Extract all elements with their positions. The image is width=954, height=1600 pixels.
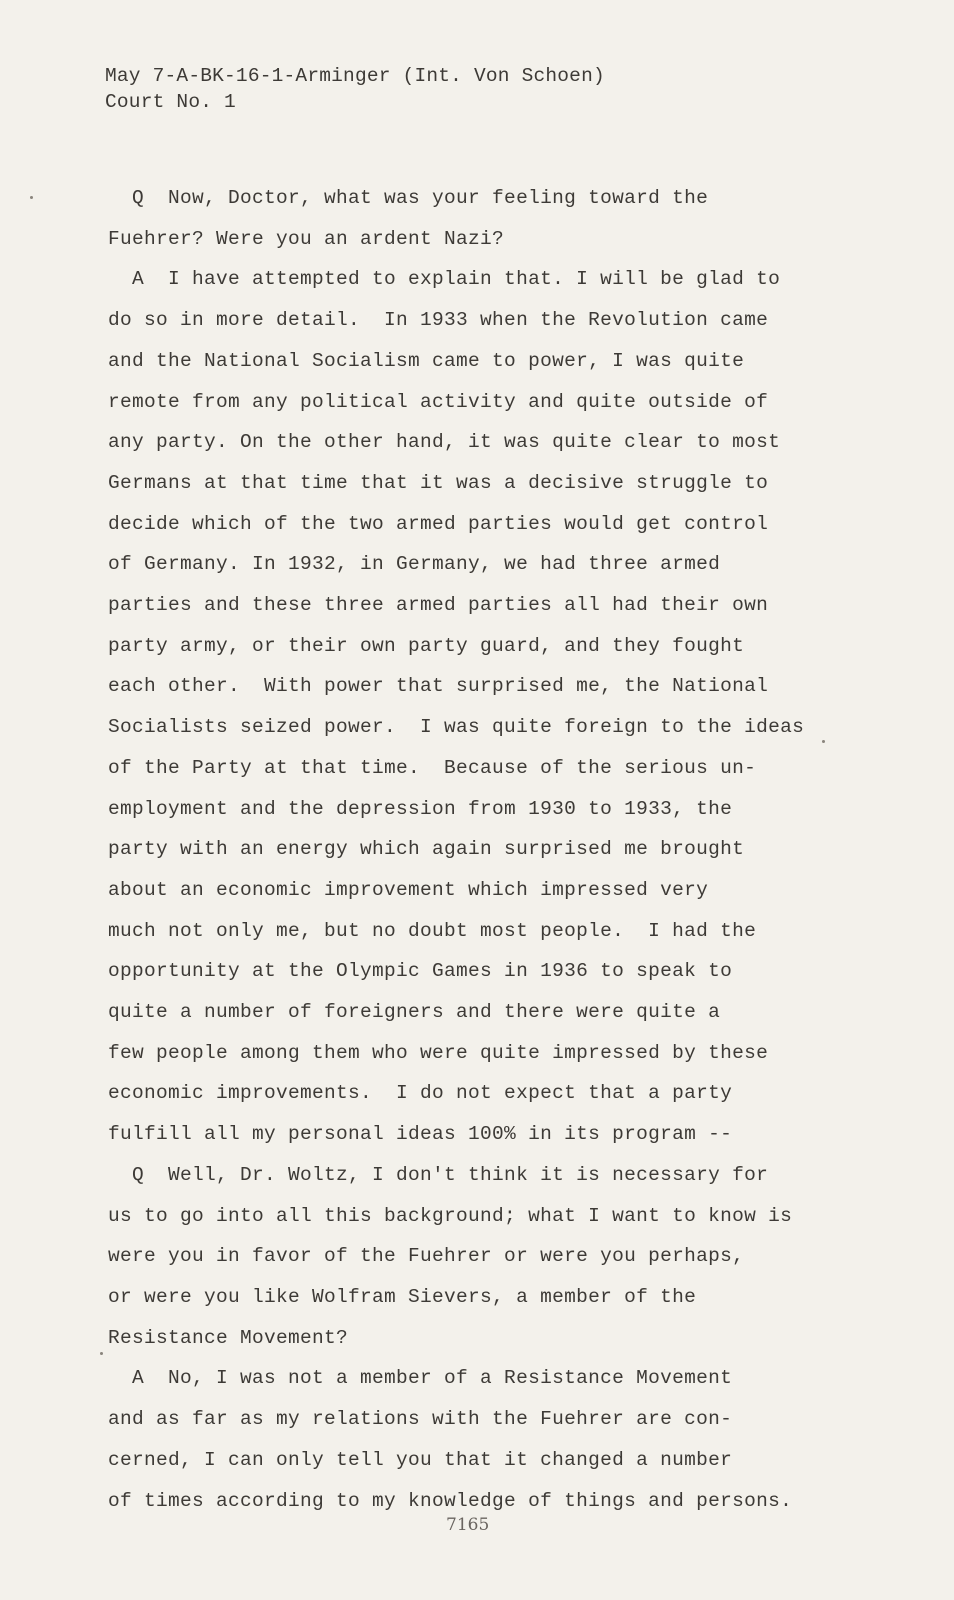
transcript-line: us to go into all this background; what I want to know is xyxy=(108,1204,793,1227)
transcript-line: and as far as my relations with the Fuehrer are con- xyxy=(108,1408,733,1431)
transcript-line: employment and the depression from 1930 to 1933, the xyxy=(108,797,733,820)
transcript-line: remote from any political activity and quite outside of xyxy=(108,390,769,413)
transcript-body xyxy=(108,178,828,1521)
transcript-line: A No, I was not a member of a Resistance Movement xyxy=(108,1367,733,1390)
paper-speck xyxy=(100,1352,103,1355)
transcript-line: Resistance Movement? xyxy=(108,1326,349,1349)
transcript-line: party army, or their own party guard, and they fought xyxy=(108,634,745,657)
transcript-line: opportunity at the Olympic Games in 1936 to speak to xyxy=(108,960,733,983)
transcript-line: decide which of the two armed parties would get control xyxy=(108,512,769,535)
transcript-line: parties and these three armed parties all had their own xyxy=(108,594,769,617)
transcript-line: Socialists seized power. I was quite foreign to the ideas xyxy=(108,716,805,739)
header-line-2: Court No. 1 xyxy=(105,91,236,113)
document-header xyxy=(105,63,605,115)
transcript-line: of times according to my knowledge of things and persons. xyxy=(108,1489,793,1512)
header-line-1: May 7-A-BK-16-1-Arminger (Int. Von Schoen) xyxy=(105,65,605,87)
transcript-line: economic improvements. I do not expect that a party xyxy=(108,1082,733,1105)
transcript-line: fulfill all my personal ideas 100% in its program -- xyxy=(108,1123,733,1146)
transcript-line: about an economic improvement which impressed very xyxy=(108,878,709,901)
transcript-line: Q Now, Doctor, what was your feeling toward the xyxy=(108,187,709,209)
transcript-line: or were you like Wolfram Sievers, a member of the xyxy=(108,1285,697,1308)
transcript-line: do so in more detail. In 1933 when the Revolution came xyxy=(108,309,769,332)
transcript-line: any party. On the other hand, it was quite clear to most xyxy=(108,431,781,454)
page-number: 7165 xyxy=(446,1515,490,1535)
transcript-line: each other. With power that surprised me, the National xyxy=(108,675,769,698)
transcript-line: of Germany. In 1932, in Germany, we had three armed xyxy=(108,553,721,576)
transcript-line: and the National Socialism came to power, I was quite xyxy=(108,349,745,372)
transcript-line: few people among them who were quite impressed by these xyxy=(108,1041,769,1064)
transcript-line: cerned, I can only tell you that it changed a number xyxy=(108,1448,733,1471)
paper-speck xyxy=(822,740,825,743)
transcript-line: quite a number of foreigners and there were quite a xyxy=(108,1001,721,1024)
transcript-line: much not only me, but no doubt most people. I had the xyxy=(108,919,757,942)
transcript-line: Fuehrer? Were you an ardent Nazi? xyxy=(108,227,505,250)
transcript-line: Germans at that time that it was a decisive struggle to xyxy=(108,471,769,494)
transcript-line: Q Well, Dr. Woltz, I don't think it is necessary for xyxy=(108,1163,769,1186)
transcript-line: of the Party at that time. Because of the serious un- xyxy=(108,756,757,779)
transcript-line: A I have attempted to explain that. I will be glad to xyxy=(108,268,781,291)
paper-speck xyxy=(30,196,33,199)
transcript-line: were you in favor of the Fuehrer or were you perhaps, xyxy=(108,1245,745,1268)
transcript-line: party with an energy which again surprised me brought xyxy=(108,838,745,861)
